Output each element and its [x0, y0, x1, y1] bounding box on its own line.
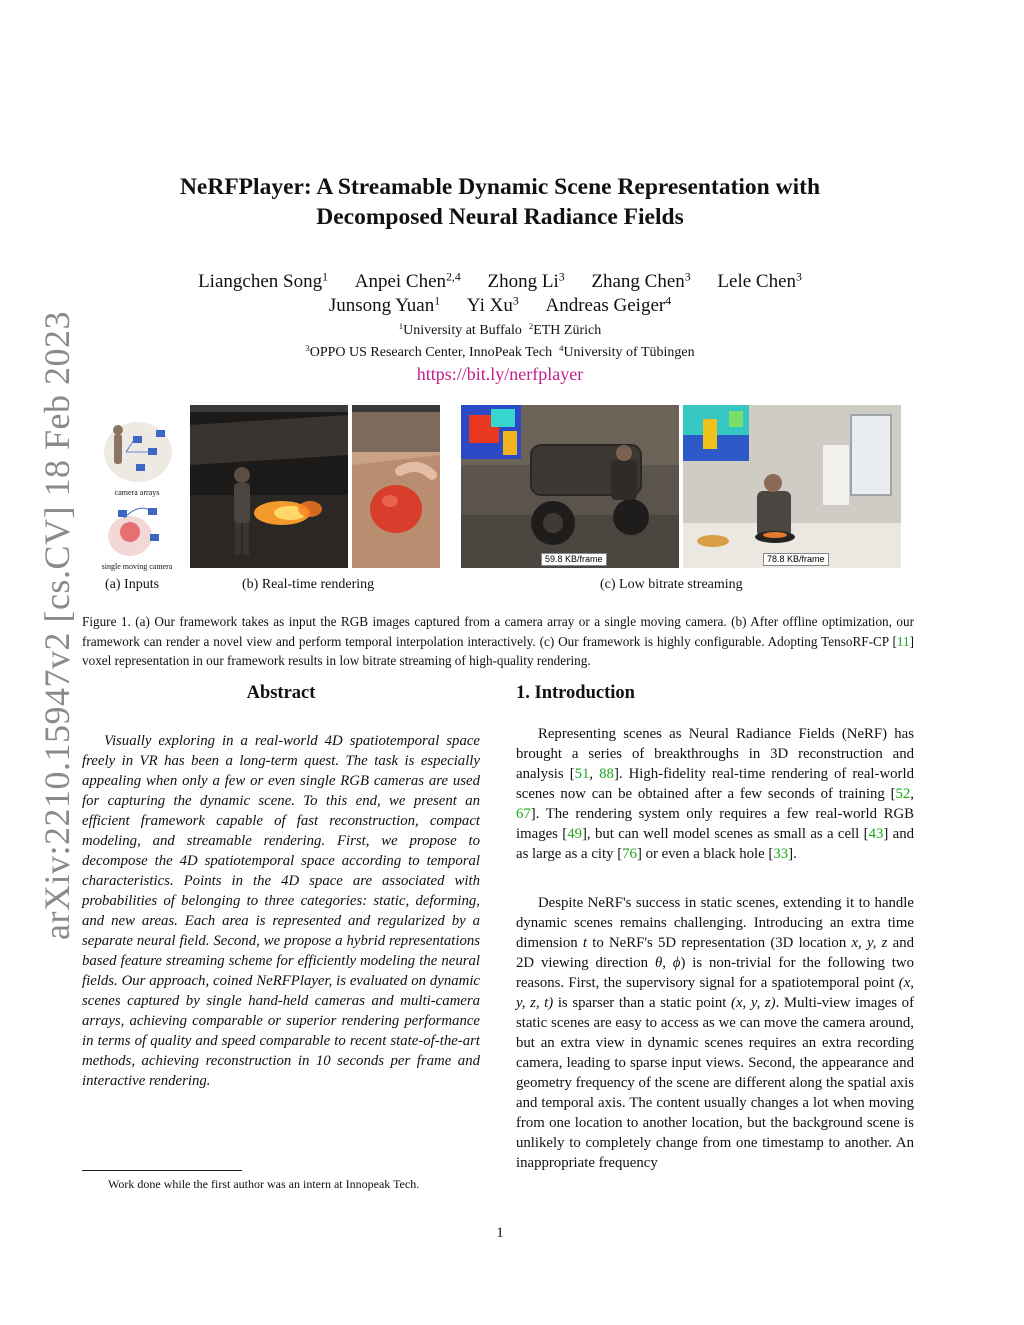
author-list — [100, 270, 900, 318]
abstract-text: Visually exploring in a real-world 4D spatiotemporal space freely in VR has been a long-term quest. The task is especially appealing when only a few or even single RGB cameras are used for capturing the dynamic scene. To this end, we present an efficient framework capable of fast reconstruction, compact modeling, and streamable rendering. First, we propose to decompose the 4D spatiotemporal space according to temporal characteristics. Points in the 4D space are associated with probabilities of belonging to three categories: static, deforming, and new areas. Each area is represented and regularized by a separate neural field. Second, we propose a hybrid representations based feature streaming scheme for efficiently modeling the neural fields. Our approach, coined NeRFPlayer, is evaluated on dynamic scenes captured by single hand-held cameras and multi-camera arrays, achieving comparable or superior rendering performance in terms of quality and speed comparable to recent state-of-the-art methods, achieving reconstruction in 10 seconds per frame and interactive rendering. — [82, 733, 480, 1089]
citation-link[interactable]: 67 — [516, 806, 531, 822]
subfigure-label-b: (b) Real-time rendering — [242, 577, 375, 592]
arxiv-stamp: arXiv:2210.15947v2 [cs.CV] 18 Feb 2023 — [37, 311, 77, 940]
title-line-1: NeRFPlayer: A Streamable Dynamic Scene Representation with — [179, 174, 821, 200]
author: Liangchen Song$^1$ — [198, 270, 328, 292]
inputs-illustration — [96, 412, 178, 572]
stream-kitchen-image — [683, 405, 901, 568]
label-single-moving-camera: single moving camera — [101, 562, 173, 571]
author-row-2 — [100, 294, 900, 318]
paper-title — [100, 172, 900, 232]
intro-paragraph-2: Despite NeRF's success in static scenes, extending it to handle dynamic scenes remains challenging. Introducing an extra time dimension t to NeRF's 5D representation (3D location x, y, z and 2D viewing direction θ, ϕ) is non-trivial for the following two reasons. First, the supervisory signal for a spatiotemporal point (x, y, z, t) is sparser than a static point (x, y, z). Multi-view images of static scenes are easy to access as we can move the camera around, but an extra view in dynamic scenes requires an extra recording camera, leading to sparse input views. Second, the appearance and geometry frequency of the scene are different along the spatial axis and temporal axis. The content usually changes a lot when moving from one location to another location, but the background scene is unlikely to completely change from one timestamp to another. An inappropriate frequency — [516, 895, 914, 1171]
title-line-2: Decomposed Neural Radiance Fields — [316, 204, 684, 230]
affiliation-row-1: $^1$University at Buffalo $^2$ETH Zürich — [398, 321, 602, 338]
footnote: Work done while the first author was an intern at Innopeak Tech. — [108, 1177, 420, 1191]
citation-link[interactable]: 52 — [895, 786, 911, 802]
bitrate-badge-right: 78.8 KB/frame — [763, 553, 829, 566]
intro-paragraph-1: Representing scenes as Neural Radiance Fields (NeRF) has brought a series of breakthroughs in 3D reconstruction and analysis [51, 88]. High-fidelity real-time rendering of real-world scenes now can be obtained after a few seconds of training [52, 67]. The rendering system only requires a few real-world RGB images [49], but can well model scenes as small as a cell [43] and as large as a city [76] or even a black hole [33]. — [516, 726, 915, 862]
affiliations — [100, 320, 900, 364]
abstract-heading: Abstract — [246, 683, 316, 703]
author: Zhong Li$^3$ — [487, 270, 565, 292]
citation-link[interactable]: 33 — [773, 846, 789, 862]
author: Andreas Geiger$^4$ — [545, 294, 672, 316]
citation-link[interactable]: 88 — [599, 766, 614, 782]
citation-link[interactable]: 76 — [622, 846, 637, 862]
render-tomato-image — [352, 405, 440, 568]
bitrate-badge-left: 59.8 KB/frame — [541, 553, 607, 566]
author: Lele Chen$^3$ — [717, 270, 802, 292]
citation-link[interactable]: 51 — [574, 766, 590, 782]
affiliation-row-2: $^3$OPPO US Research Center, InnoPeak Tech $^4$University of Tübingen — [305, 343, 695, 360]
citation-link[interactable]: 43 — [868, 826, 884, 842]
stream-garage-image — [461, 405, 679, 568]
subfigure-label-a: (a) Inputs — [105, 577, 160, 592]
page-number: 1 — [496, 1225, 504, 1241]
citation-link[interactable]: 49 — [567, 826, 582, 842]
author: Yi Xu$^3$ — [466, 294, 519, 316]
subfigure-label-c: (c) Low bitrate streaming — [600, 577, 743, 592]
label-camera-arrays: camera arrays — [114, 488, 160, 497]
author: Junsong Yuan$^1$ — [328, 294, 441, 316]
intro-heading: 1. Introduction — [516, 683, 635, 703]
footnote-rule — [82, 1170, 242, 1171]
author-row-1 — [100, 270, 900, 294]
render-fire-image — [190, 405, 348, 568]
project-link[interactable]: https://bit.ly/nerfplayer — [416, 364, 584, 384]
author: Anpei Chen$^{2,4}$ — [354, 270, 461, 292]
citation-link[interactable]: 11 — [896, 633, 910, 649]
author: Zhang Chen$^3$ — [591, 270, 691, 292]
figure-caption: Figure 1. (a) Our framework takes as input the RGB images captured from a camera array or a single moving camera. (b) After offline optimization, our framework can render a novel view and perform temporal interpolation interactively. (c) Our framework is highly configurable. Adopting TensoRF-CP [11] voxel representation in our framework results in low bitrate streaming of high-quality rendering. — [82, 614, 914, 668]
